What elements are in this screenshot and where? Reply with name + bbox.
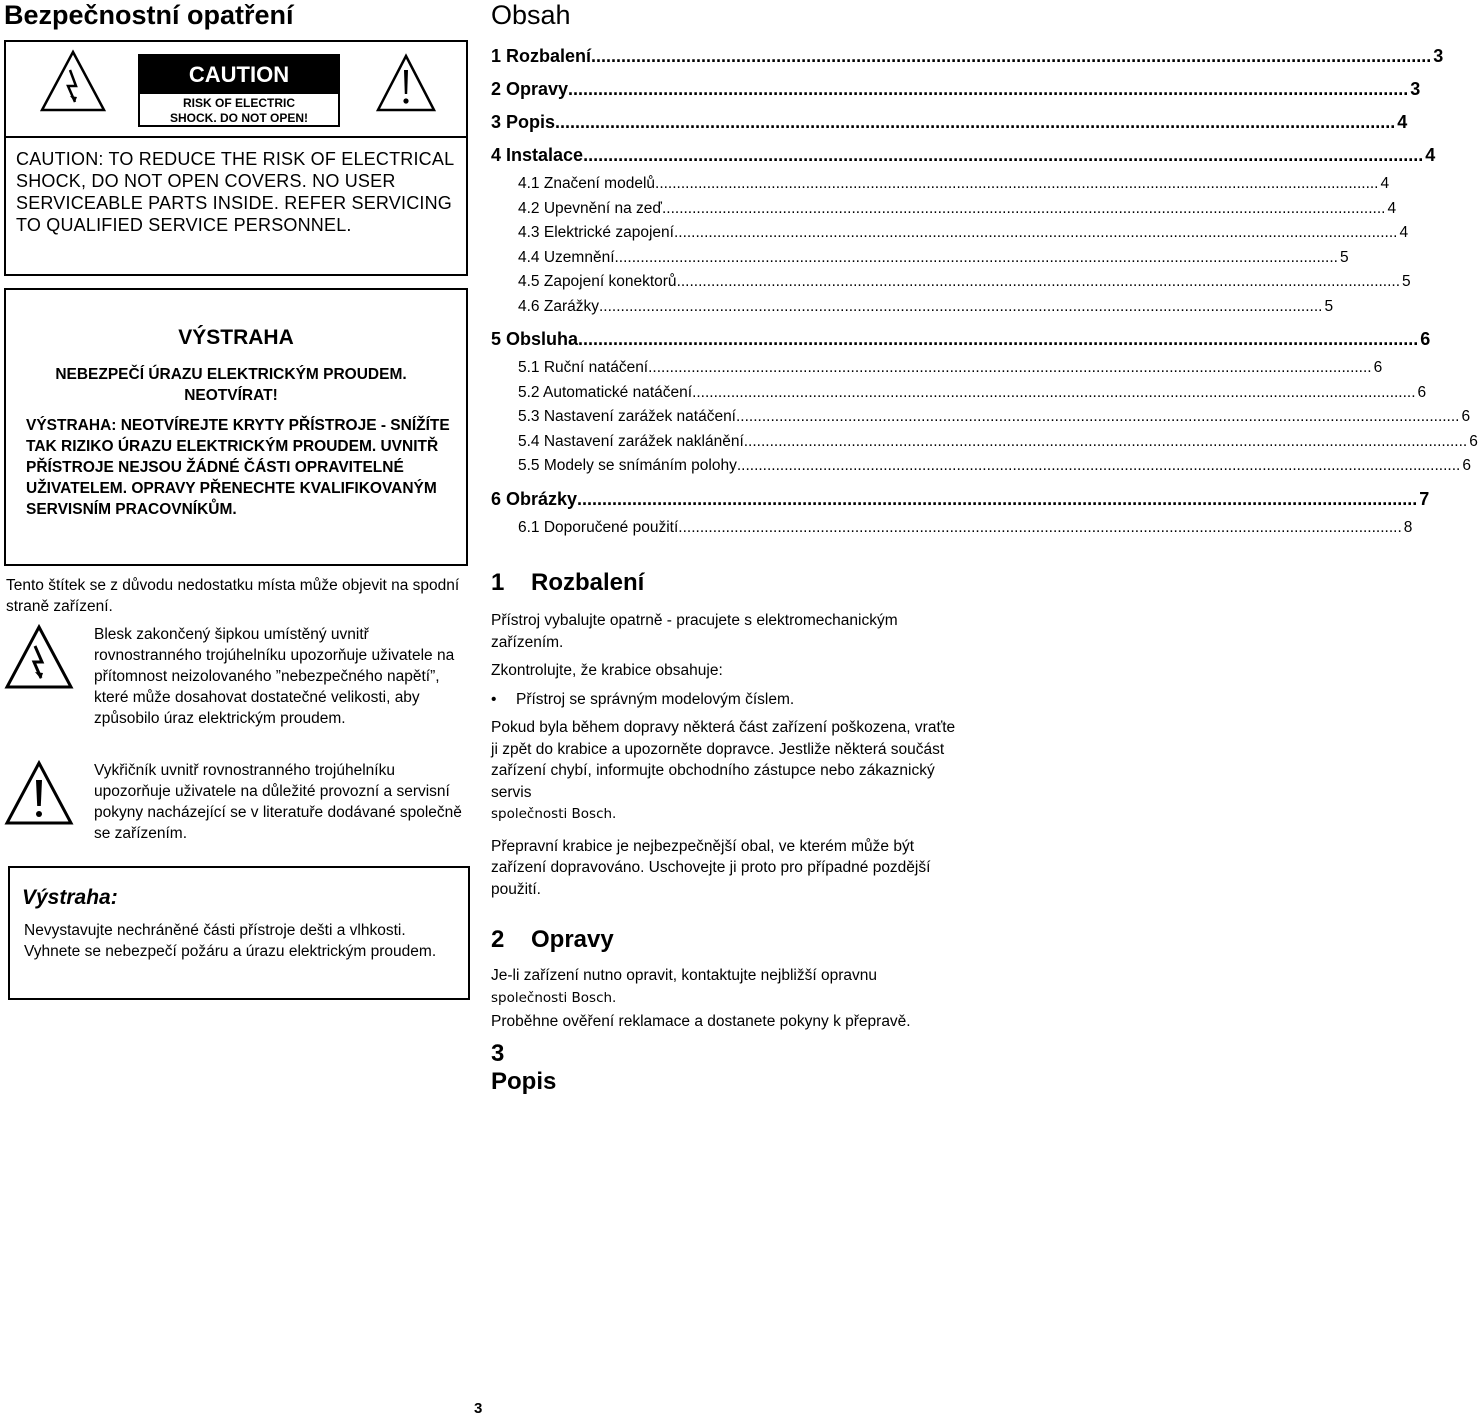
section-1-number: 1 — [491, 569, 505, 596]
toc-leader-dots — [744, 430, 1467, 455]
toc-entry — [491, 516, 1413, 541]
vystraha-box — [4, 288, 468, 566]
toc-leader-dots — [648, 356, 1371, 381]
section-1-p4: Přepravní krabice je nejbezpečnější obal, ve kterém může být zařízení dopravováno. Uschovejte ji proto pro případné pozdější použití. — [491, 837, 931, 898]
toc-entry-page: 6 — [1373, 359, 1383, 376]
toc-leader-dots — [555, 106, 1395, 139]
section-1-p3: Pokud byla během dopravy některá část zařízení poškozena, vraťte ji zpět do krabice a upozorněte dopravce. Jestliže některá součást zařízení chybí, informujte obchodního zástupce nebo zákaznický servis — [491, 719, 956, 801]
toc-entry — [491, 221, 1409, 246]
section-1-p3-company: společnosti Bosch. — [491, 806, 617, 822]
toc-title: Obsah — [491, 0, 571, 30]
toc-entry — [491, 270, 1411, 295]
section-2-heading — [491, 925, 960, 955]
toc-entry-label: 1 Rozbalení — [491, 46, 592, 66]
toc-entry-page: 3 — [1433, 46, 1444, 66]
section-2-p1-company: společnosti Bosch. — [491, 989, 617, 1006]
toc-entry — [491, 172, 1390, 197]
caution-box — [4, 40, 468, 276]
toc-leader-dots — [678, 516, 1401, 541]
toc-entry-label: 4 Instalace — [491, 145, 584, 165]
toc-entry-page: 4 — [1380, 175, 1390, 192]
toc-leader-dots — [677, 270, 1400, 295]
toc-entry-label: 2 Opravy — [491, 79, 569, 99]
lightning-warning-icon — [40, 50, 106, 112]
toc-leader-dots — [692, 381, 1415, 406]
toc-entry — [491, 73, 1421, 106]
section-1-heading — [491, 568, 960, 598]
section-2-title: Opravy — [531, 926, 614, 953]
toc-entry-page: 5 — [1324, 297, 1334, 315]
toc-entry — [491, 40, 1444, 73]
toc-leader-dots — [568, 73, 1408, 106]
toc-leader-dots — [599, 295, 1322, 320]
vystraha-p2: VÝSTRAHA: NEOTVÍREJTE KRYTY PŘÍSTROJE - SNÍŽÍTE TAK RIZIKO ÚRAZU ELEKTRICKÝM PROUDEM. UVNITŘ PŘÍSTROJE NEJSOU ŽÁDNÉ ČÁSTI OPRAVITELNÉ UŽIVATELEM. OPRAVY PŘENECHTE KVALIFIKOVANÝM SERVISNÍM PRACOVNÍKŮM. — [26, 417, 450, 518]
toc-entry-page: 6 — [1462, 457, 1471, 474]
toc-entry-label: 5.2 Automatické natáčení — [518, 383, 693, 401]
caution-text: CAUTION: TO REDUCE THE RISK OF ELECTRICAL SHOCK, DO NOT OPEN COVERS. NO USER SERVICEABLE PARTS INSIDE. REFER SERVICING TO QUALIFIED SERVICE PERSONNEL. — [16, 149, 454, 235]
caution-label-strip — [6, 42, 466, 138]
vystraha-text — [26, 364, 456, 529]
warning-box — [8, 866, 470, 1000]
label-location-note: Tento štítek se z důvodu nedostatku místa může objevit na spodní straně zařízení. — [6, 577, 460, 615]
exclamation-triangle-icon — [4, 760, 74, 826]
toc-entry-label: 4.3 Elektrické zapojení — [518, 224, 674, 241]
toc-entry-label: 6 Obrázky — [491, 488, 578, 509]
left-column — [4, 0, 468, 960]
toc-entry-page: 4 — [1425, 145, 1436, 165]
caution-label — [138, 54, 340, 127]
toc-entry-page: 5 — [1339, 248, 1349, 266]
toc-entry-page: 3 — [1410, 79, 1421, 99]
section-1-p2: Zkontrolujte, že krabice obsahuje: — [491, 662, 723, 679]
section-3-heading-cut: 3 Popis — [491, 1040, 557, 1095]
toc-leader-dots — [674, 221, 1397, 246]
toc-entry-label: 4.6 Zarážky — [518, 297, 599, 315]
toc-entry — [491, 106, 1408, 139]
toc-entry-page: 6 — [1417, 383, 1427, 401]
caution-label-line2: SHOCK. DO NOT OPEN! — [169, 111, 308, 125]
lightning-triangle-icon — [4, 624, 74, 690]
toc-entry — [491, 246, 1349, 271]
toc-entry — [491, 430, 1478, 455]
table-of-contents — [491, 40, 1478, 540]
toc-entry-label: 5.4 Nastavení zarážek naklánění — [518, 432, 744, 450]
toc-entry-page: 4 — [1399, 224, 1409, 241]
toc-leader-dots — [655, 172, 1378, 197]
toc-leader-dots — [591, 40, 1431, 73]
toc-leader-dots — [583, 139, 1423, 172]
lightning-symbol-text: Blesk zakončený šipkou umístěný uvnitř rovnostranného trojúhelníku upozorňuje uživatele na přítomnost neizolovaného ”nebezpečného napětí”, které může dosahovat dostatečné velikosti, aby způsobilo úraz elektrickým proudem. — [94, 626, 455, 727]
safety-title: Bezpečnostní opatření — [4, 0, 294, 30]
section-2-p2: Proběhne ověření reklamace a dostanete pokyny k přepravě. — [491, 1013, 911, 1030]
toc-leader-dots — [577, 483, 1417, 516]
toc-entry-page: 4 — [1397, 112, 1408, 132]
toc-entry-label: 5.3 Nastavení zarážek natáčení — [518, 408, 736, 425]
section-2-number: 2 — [491, 926, 505, 953]
toc-leader-dots — [578, 323, 1418, 356]
toc-entry-label: 4.5 Zapojení konektorů — [518, 273, 677, 290]
section-1 — [491, 568, 960, 900]
toc-entry — [491, 405, 1471, 430]
toc-entry-label: 5.1 Ruční natáčení — [518, 359, 649, 376]
toc-entry — [491, 454, 1471, 479]
caution-label-line1: RISK OF ELECTRIC — [182, 96, 295, 110]
toc-leader-dots — [737, 454, 1460, 479]
toc-entry-label: 4.1 Značení modelů — [518, 175, 656, 192]
page-number: 3 — [474, 1400, 483, 1417]
exclamation-symbol-text: Vykřičník uvnitř rovnostranného trojúhelníku upozorňuje uživatele na důležité provozní a servisní pokyny nacházející se v literatuře dodávané společně se zařízením. — [94, 762, 462, 842]
caution-label-head: CAUTION — [140, 56, 338, 94]
toc-entry-page: 8 — [1403, 518, 1413, 536]
warning-text: Nevystavujte nechráněné části přístroje dešti a vlhkosti. Vyhnete se nebezpečí požáru a úrazu elektrickým proudem. — [24, 922, 437, 960]
toc-entry-page: 7 — [1419, 488, 1430, 509]
section-1-bullet: • Přístroj se správným modelovým číslem. — [491, 689, 960, 711]
toc-entry — [491, 356, 1383, 381]
toc-entry — [491, 323, 1431, 356]
section-2-p1: Je-li zařízení nutno opravit, kontaktujte nejbližší opravnu — [491, 967, 877, 984]
warning-title: Výstraha: — [22, 886, 118, 909]
toc-entry-page: 6 — [1469, 432, 1478, 450]
toc-entry — [491, 197, 1397, 222]
toc-leader-dots — [615, 246, 1338, 271]
toc-entry-page: 5 — [1402, 273, 1411, 290]
toc-entry-label: 6.1 Doporučené použití — [518, 518, 679, 536]
right-column — [491, 0, 1478, 1030]
section-1-p1: Přístroj vybalujte opatrně - pracujete s elektromechanickým zařízením. — [491, 612, 898, 651]
toc-entry-label: 5 Obsluha — [491, 329, 579, 349]
toc-entry-page: 6 — [1420, 329, 1431, 349]
toc-entry-page: 6 — [1461, 408, 1471, 425]
toc-leader-dots — [662, 197, 1385, 222]
section-1-title: Rozbalení — [531, 569, 645, 596]
exclamation-warning-icon — [376, 54, 436, 112]
toc-entry-label: 3 Popis — [491, 112, 556, 132]
toc-entry-page: 4 — [1387, 199, 1397, 217]
section-2 — [491, 925, 960, 1033]
toc-entry-label: 5.5 Modely se snímáním polohy — [518, 457, 737, 474]
toc-entry — [491, 295, 1334, 320]
toc-entry-label: 4.4 Uzemnění — [518, 248, 615, 266]
vystraha-p1: NEBEZPEČÍ ÚRAZU ELEKTRICKÝM PROUDEM. NEOTVÍRAT! — [55, 366, 407, 404]
toc-entry — [491, 381, 1427, 406]
toc-entry — [491, 139, 1436, 172]
toc-entry-label: 4.2 Upevnění na zeď — [518, 199, 662, 217]
vystraha-title: VÝSTRAHA — [178, 326, 294, 349]
toc-leader-dots — [736, 405, 1459, 430]
toc-entry — [491, 483, 1430, 516]
